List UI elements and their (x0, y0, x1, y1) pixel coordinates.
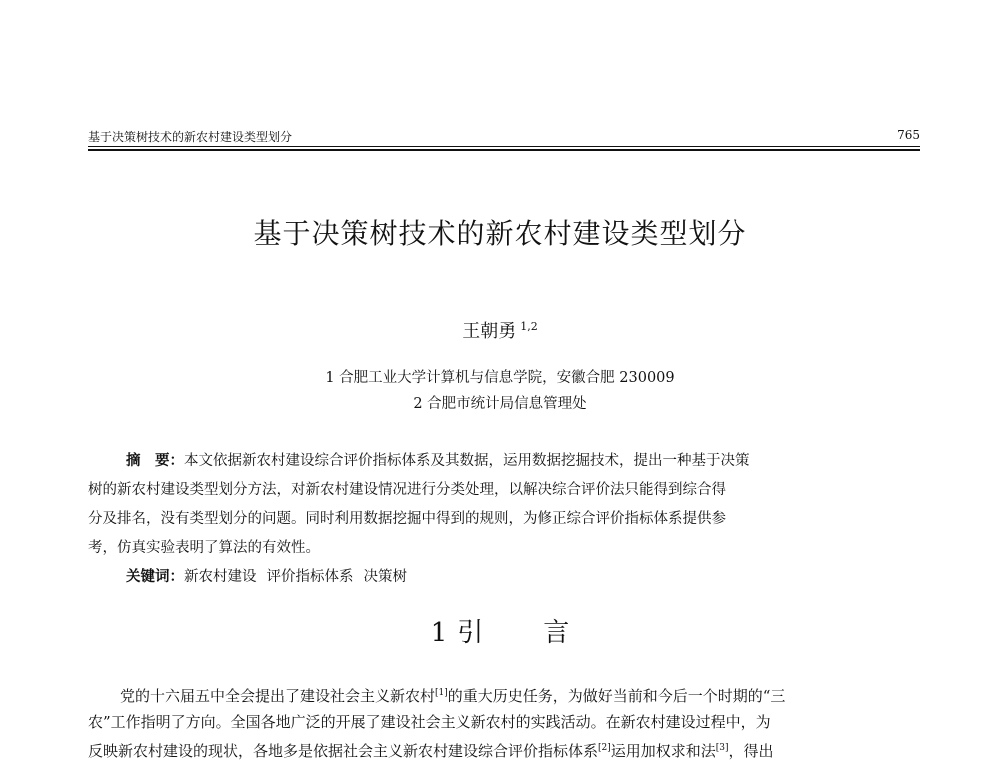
author-affiliation-sup: 1,2 (520, 320, 538, 333)
abstract-line: 考，仿真实验表明了算法的有效性。 (88, 540, 320, 556)
abstract-line: 树的新农村建设类型划分方法，对新农村建设情况进行分类处理，以解决综合评价法只能得到综合得 (88, 482, 726, 498)
keywords (126, 565, 417, 586)
citation-ref: [2] (598, 743, 611, 753)
body-line (88, 680, 920, 709)
body-text-run: 的重大历史任务，为做好当前和今后一个时期的“三 (447, 687, 786, 705)
affiliation-2: 2 合肥市统计局信息管理处 (413, 396, 587, 412)
section-title-char: 言 (543, 618, 570, 648)
keyword: 新农村建设 (184, 569, 257, 585)
citation-ref: [1] (435, 688, 448, 698)
body-line: 农”工作指明了方向。全国各地广泛的开展了建设社会主义新农村的实践活动。在新农村建设过程中，为 (88, 713, 771, 731)
body-text-run: 运用加权求和法 (610, 742, 716, 760)
abstract-label: 摘 要： (126, 452, 184, 469)
body-text-run: ，得出 (728, 742, 774, 760)
header-rule-thick (88, 149, 920, 151)
section-number: 1 (430, 618, 448, 648)
page-number: 765 (897, 128, 920, 142)
abstract-text: 本文依据新农村建设综合评价指标体系及其数据，运用数据挖掘技术，提出一种基于决策 (184, 453, 750, 469)
citation-ref: [3] (715, 743, 729, 753)
body-text-run: 党的十六届五中全会提出了建设社会主义新农村 (120, 687, 436, 705)
abstract-line (88, 446, 920, 476)
keywords-label: 关键词： (126, 568, 184, 585)
section-heading (0, 612, 1000, 649)
abstract-line: 分及排名，没有类型划分的问题。同时利用数据挖掘中得到的规则，为修正综合评价指标体系提供参 (88, 511, 726, 527)
keyword: 决策树 (363, 569, 407, 585)
section-title-char: 引 (457, 618, 544, 648)
body-text-run: 反映新农村建设的现状，各地多是依据社会主义新农村建设综合评价指标体系 (88, 742, 599, 760)
body-paragraph (88, 680, 920, 764)
author-name: 王朝勇 (462, 321, 517, 342)
keyword: 评价指标体系 (266, 569, 354, 585)
author (0, 317, 1000, 343)
paper-title: 基于决策树技术的新农村建设类型划分 (253, 217, 747, 250)
running-title: 基于决策树技术的新农村建设类型划分 (88, 130, 293, 144)
abstract (88, 446, 920, 563)
header-rule-thin (88, 146, 920, 147)
affiliation-1: 1 合肥工业大学计算机与信息学院，安徽合肥 230009 (325, 370, 675, 386)
